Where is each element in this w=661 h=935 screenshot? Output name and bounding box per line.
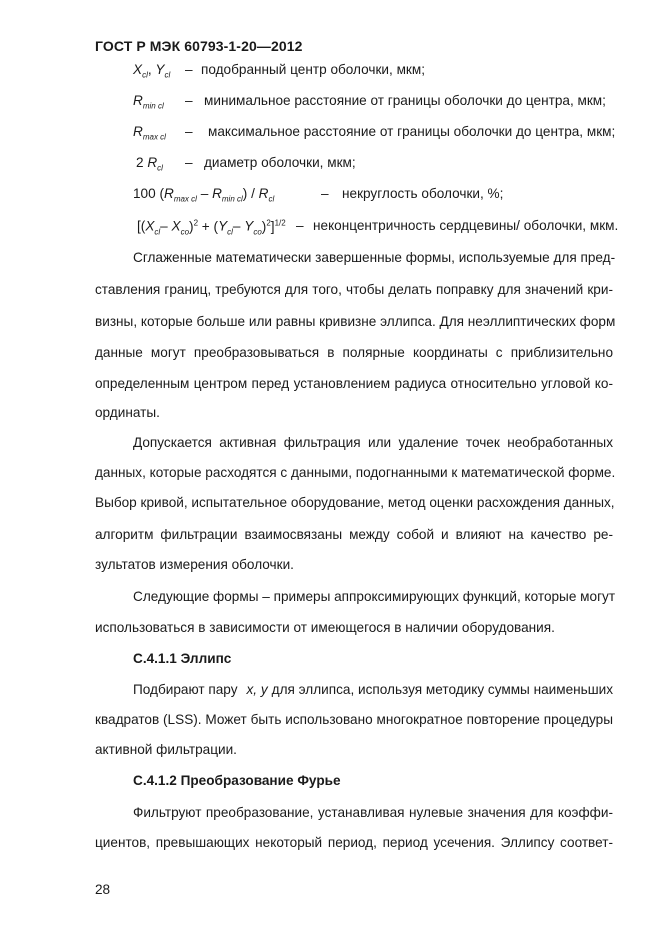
- paragraph-line: определенным центром перед установлением радиуса относительно угловой ко-: [95, 376, 613, 391]
- symbol-xcl-ycl: $X_{cl}$, $Y_{cl}$: [133, 62, 171, 80]
- formula-noncircularity: 100 $(R_{max cl} - R_{min cl}) / R_{cl}$: [133, 186, 275, 204]
- text-run: для эллипса, используя методику суммы наименьших: [271, 682, 614, 697]
- paragraph-line: данные могут преобразовываться в полярные координаты с приблизительно: [95, 345, 613, 360]
- symbol-2rcl: 2 $R_{cl}$: [136, 155, 163, 173]
- text-run: Подбирают пару: [133, 682, 238, 697]
- paragraph-line: визны, которые больше или равны кривизне эллипса. Для неэллиптических форм: [95, 314, 616, 329]
- document-header: ГОСТ Р МЭК 60793-1-20—2012: [95, 38, 303, 54]
- xy-variables: x, y: [246, 682, 268, 697]
- definition-dash: –: [185, 62, 193, 77]
- paragraph-line: ставления границ, требуются для того, чтобы делать поправку для значений кри-: [95, 282, 613, 297]
- definition-dash: –: [321, 186, 329, 201]
- paragraph-line: Сглаженные математически завершенные формы, используемые для пред-: [133, 250, 616, 265]
- definition-text: минимальное расстояние от границы оболочки до центра, мкм;: [204, 93, 606, 108]
- paragraph-line: циентов, превышающих некоторый период, период усечения. Эллипсу соответ-: [95, 835, 613, 850]
- definition-text: диаметр оболочки, мкм;: [204, 155, 356, 170]
- definition-dash: –: [185, 93, 193, 108]
- paragraph-line: ординаты.: [95, 405, 160, 420]
- definition-dash: –: [185, 155, 193, 170]
- paragraph-line: Следующие формы – примеры аппроксимирующих функций, которые могут: [133, 589, 616, 604]
- paragraph-line: [133, 682, 613, 698]
- definition-text: некруглость оболочки, %;: [342, 186, 504, 201]
- definition-text: подобранный центр оболочки, мкм;: [201, 62, 425, 77]
- definition-dash: –: [185, 124, 193, 139]
- symbol-rmax-cl: $R_{max cl}$: [133, 124, 166, 142]
- paragraph-line: Фильтруют преобразование, устанавливая нулевые значения для коэффи-: [133, 805, 613, 820]
- page-number: 28: [95, 882, 111, 897]
- definition-dash: –: [296, 218, 304, 233]
- paragraph-line: использоваться в зависимости от имеющегося в наличии оборудования.: [95, 620, 555, 635]
- section-heading-ellipse: С.4.1.1 Эллипс: [133, 651, 232, 666]
- paragraph-line: зультатов измерения оболочки.: [95, 557, 294, 572]
- definition-text: максимальное расстояние от границы оболочки до центра, мкм;: [208, 124, 616, 139]
- paragraph-line: квадратов (LSS). Может быть использовано многократное повторение процедуры: [95, 712, 613, 727]
- paragraph-line: Выбор кривой, испытательное оборудование, метод оценки расхождения данных,: [95, 495, 615, 510]
- paragraph-line: активной фильтрации.: [95, 742, 237, 757]
- symbol-rmin-cl: $R_{min cl}$: [133, 93, 164, 111]
- paragraph-line: данных, которые расходятся с данными, подогнанными к математической форме.: [95, 465, 616, 480]
- definition-text: неконцентричность сердцевины/ оболочки, мкм.: [313, 218, 619, 233]
- formula-concentricity: [($X_{cl}-$ $X_{co})^2 + (Y_{cl}-$ $Y_{co})^2]^{1/2}$: [137, 218, 286, 237]
- paragraph-line: Допускается активная фильтрация или удаление точек необработанных: [133, 435, 613, 450]
- section-heading-fourier: С.4.1.2 Преобразование Фурье: [133, 773, 341, 788]
- paragraph-line: алгоритм фильтрации взаимосвязаны между собой и влияют на качество ре-: [95, 527, 613, 542]
